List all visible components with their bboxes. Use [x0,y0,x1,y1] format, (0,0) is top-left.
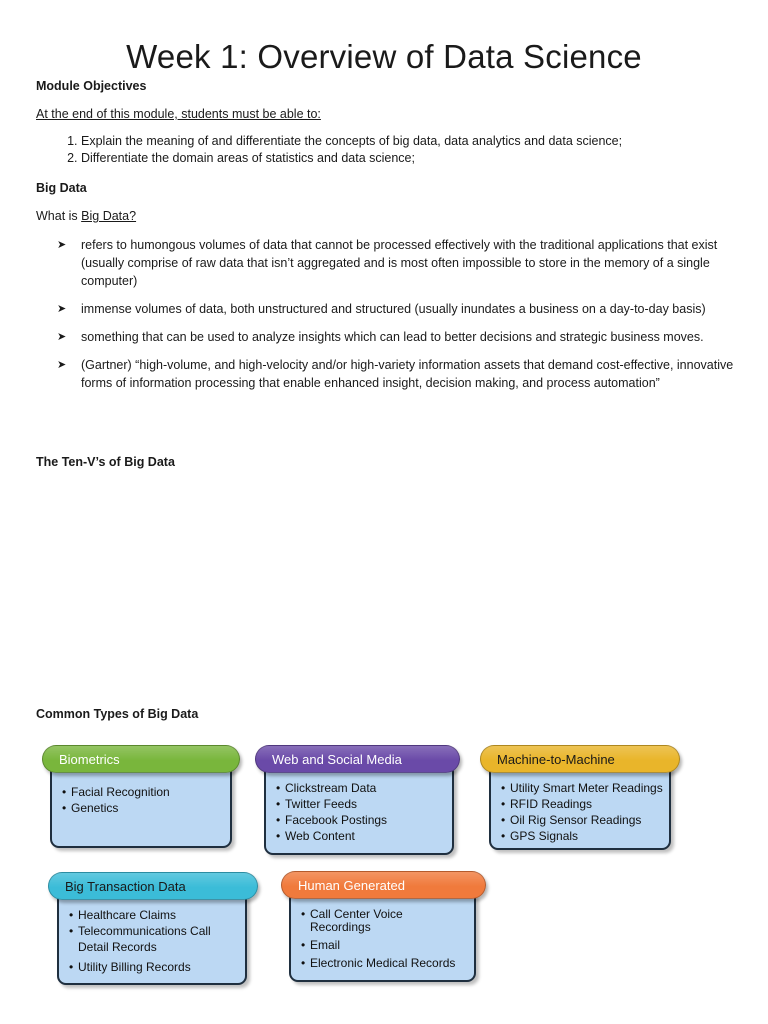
big-transaction-data-box [57,889,247,985]
arrow-bullet-icon: ➤ [57,239,67,251]
list-item: • Utility Smart Meter Readings [501,780,669,796]
list-item: • Telecommunications Call Detail Records [69,923,234,955]
objective-item: 1. Explain the meaning of and differentiate the concepts of big data, data analytics and data science; [81,133,768,150]
list-item: • Email [301,937,466,953]
definition-item: ➤ immense volumes of data, both unstructured and structured (usually inundates a business on a day-to-day basis) [57,302,706,316]
list-item: • Twitter Feeds [276,796,452,812]
list-item: • Oil Rig Sensor Readings [501,812,669,828]
module-objectives-heading: Module Objectives [36,79,147,93]
human-generated-label: Human Generated [281,871,486,899]
list-item: • Clickstream Data [276,780,452,796]
list-item: • Web Content [276,828,452,844]
objective-item: 2. Differentiate the domain areas of statistics and data science; [81,150,768,167]
definition-item: ➤ something that can be used to analyze insights which can lead to better decisions and strategic business moves. [57,330,704,344]
common-types-heading: Common Types of Big Data [36,707,199,721]
arrow-bullet-icon: ➤ [57,359,67,371]
question-prefix: What is [36,209,82,223]
biometrics-label: Biometrics [42,745,240,773]
list-item: • Genetics [62,800,230,816]
list-item: • Facebook Postings [276,812,452,828]
human-generated-box [289,890,476,982]
arrow-bullet-icon: ➤ [57,331,67,343]
big-data-definitions [36,236,736,402]
web-social-media-label: Web and Social Media [255,745,460,773]
list-item: • RFID Readings [501,796,669,812]
definition-item: ➤ (Gartner) “high-volume, and high-velocity and/or high-variety information assets that demand cost-effective, innovative forms of information processing that enable enhanced insight, decision making, and process automation” [57,358,734,390]
list-item: • Electronic Medical Records [301,955,466,971]
biometrics-box [50,762,232,848]
big-data-heading: Big Data [36,181,87,195]
list-item: • Healthcare Claims [69,907,234,923]
definition-item: ➤ refers to humongous volumes of data that cannot be processed effectively with the traditional applications that exist (usually comprise of raw data that isn’t aggregated and is most often impossible to store in the memory of a single computer) [57,238,718,288]
machine-to-machine-label: Machine-to-Machine [480,745,680,773]
objectives-intro: At the end of this module, students must be able to: [36,107,321,121]
question-term: Big Data? [81,209,137,223]
arrow-bullet-icon: ➤ [57,303,67,315]
machine-to-machine-box [489,762,671,850]
list-item: • Call Center Voice Recordings [301,908,466,934]
web-social-media-box [264,763,454,855]
big-transaction-data-label: Big Transaction Data [48,872,258,900]
ten-vs-heading: The Ten-V’s of Big Data [36,455,175,469]
big-data-question [36,209,136,223]
list-item: • Utility Billing Records [69,959,234,975]
list-item: • Facial Recognition [62,784,230,800]
objectives-list [36,133,768,167]
list-item: • GPS Signals [501,828,669,844]
page-title: Week 1: Overview of Data Science [126,38,642,75]
